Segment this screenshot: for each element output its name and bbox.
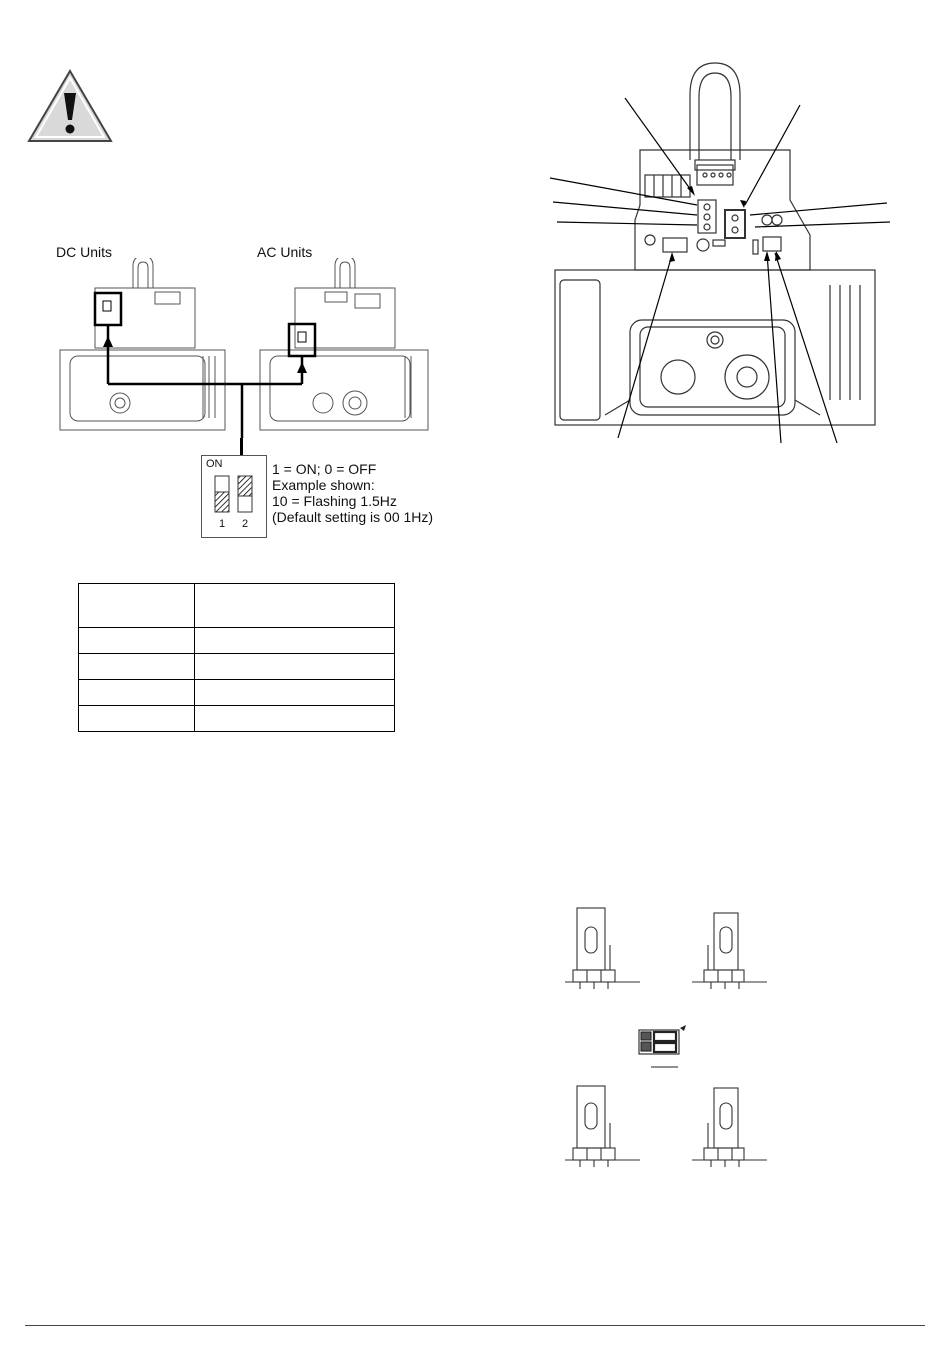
dc-ac-units-diagram <box>55 258 435 438</box>
jumper-diagram-bottom-right <box>692 1083 767 1168</box>
jumper-diagram-top-left <box>565 905 640 990</box>
dip-on-label: ON <box>206 458 223 470</box>
footer-rule <box>25 1325 925 1326</box>
table-cell <box>195 706 395 732</box>
dip-switch-illustration <box>212 470 257 518</box>
table-header-cell <box>79 584 195 628</box>
table-cell <box>195 654 395 680</box>
unit-board-diagram <box>545 55 895 450</box>
dip-legend-line-3: 10 = Flashing 1.5Hz <box>272 493 397 509</box>
table-cell <box>195 628 395 654</box>
dip-legend-line-1: 1 = ON; 0 = OFF <box>272 461 377 477</box>
table-header-cell <box>195 584 395 628</box>
table-cell <box>195 680 395 706</box>
jumper-header-diagram <box>636 1024 691 1074</box>
table-row <box>79 628 395 654</box>
jumper-diagram-top-right <box>692 905 767 990</box>
ac-units-label: AC Units <box>257 244 313 260</box>
dc-units-label: DC Units <box>56 244 113 260</box>
dip-legend-line-4: (Default setting is 00 1Hz) <box>272 509 434 525</box>
dip-legend-line-2: Example shown: <box>272 477 375 493</box>
table-cell <box>79 680 195 706</box>
table-header-row <box>79 584 395 628</box>
table-row <box>79 706 395 732</box>
dip-leader-line <box>240 438 243 456</box>
table-row <box>79 654 395 680</box>
warning-triangle-icon <box>26 68 114 144</box>
dip-switch-number-2: 2 <box>242 518 249 530</box>
table-row <box>79 680 395 706</box>
settings-table <box>78 583 395 732</box>
jumper-diagram-bottom-left <box>565 1083 640 1168</box>
table-cell <box>79 654 195 680</box>
table-cell <box>79 628 195 654</box>
dip-switch-number-1: 1 <box>219 518 226 530</box>
table-cell <box>79 706 195 732</box>
